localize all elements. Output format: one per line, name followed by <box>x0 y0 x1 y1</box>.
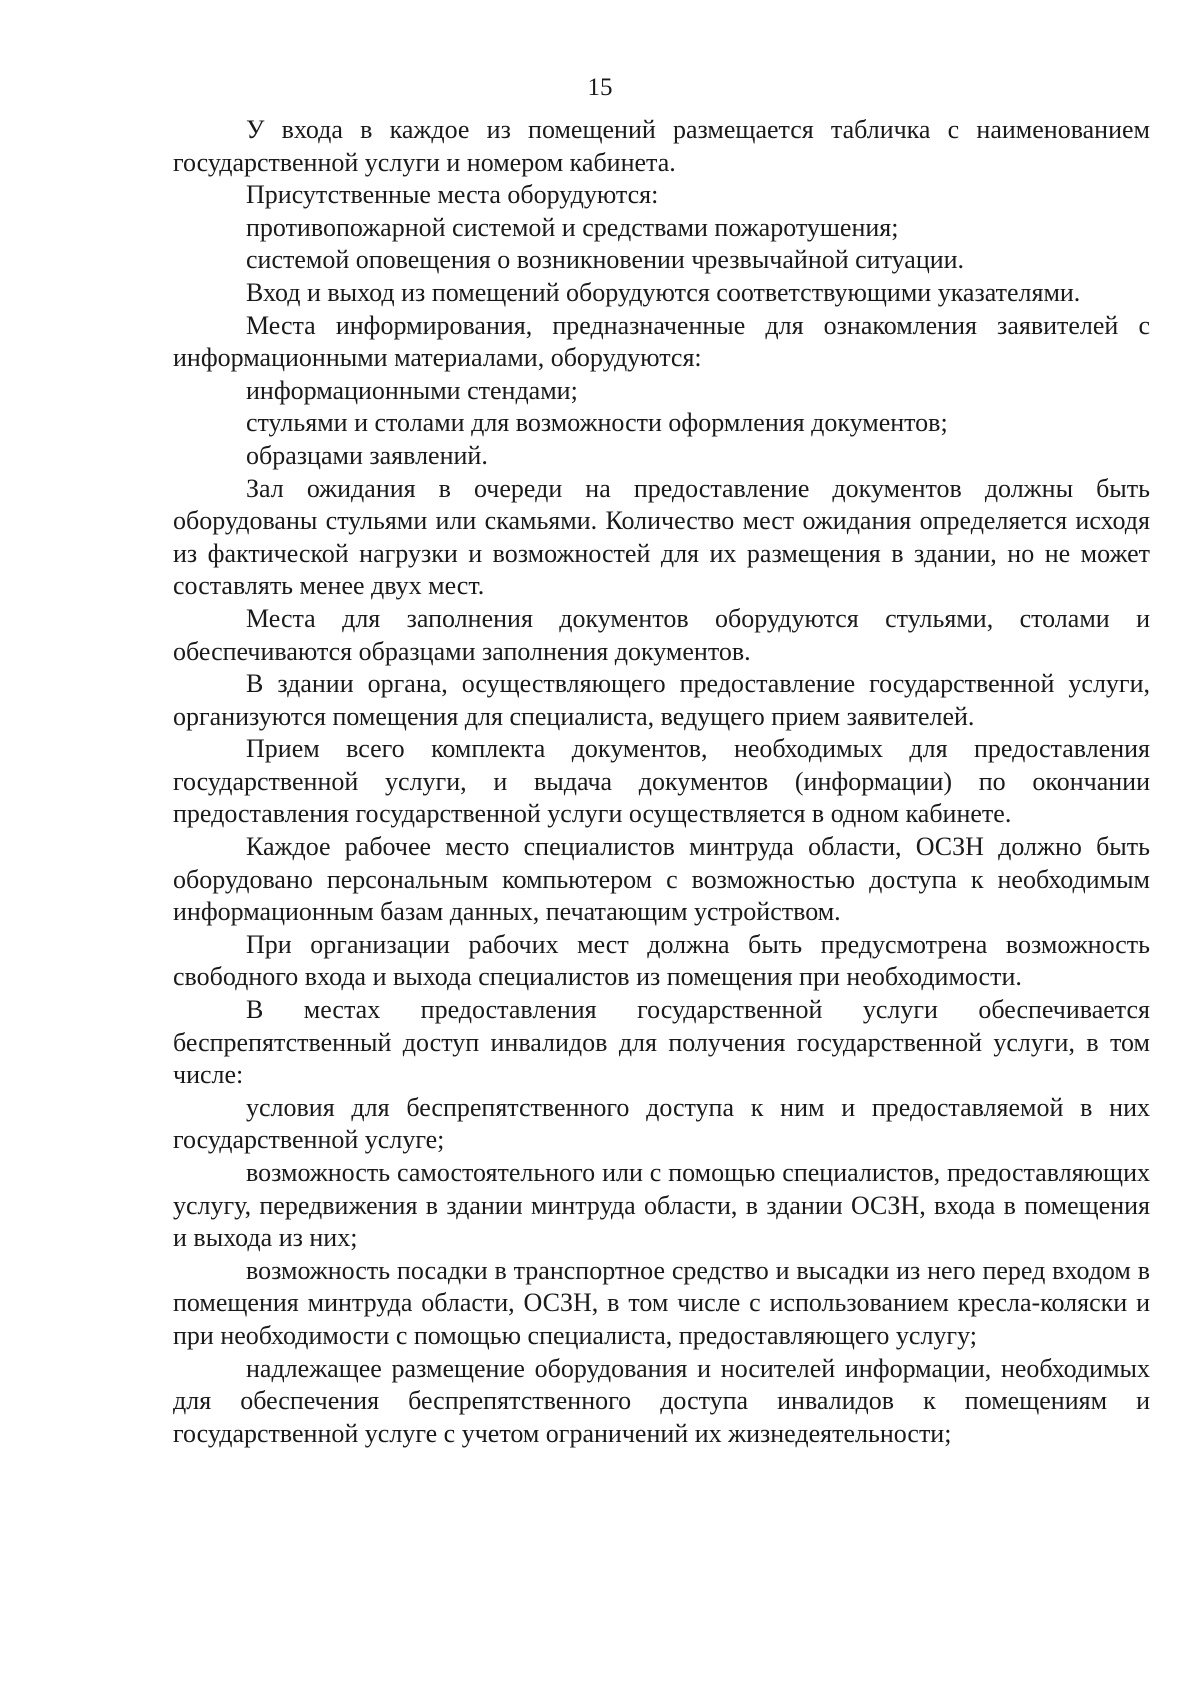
paragraph: стульями и столами для возможности оформления документов; <box>246 408 948 438</box>
document-body <box>173 114 1150 1450</box>
paragraph: противопожарной системой и средствами пожаротушения; <box>246 212 899 242</box>
paragraph: При организации рабочих мест должна быть предусмотрена возможность свободного входа и выхода специалистов из помещения при необходимости. <box>173 929 1150 992</box>
paragraph: Места для заполнения документов оборудуются стульями, столами и обеспечиваются образцами заполнения документов. <box>173 603 1150 666</box>
paragraph: Зал ожидания в очереди на предоставление документов должны быть оборудованы стульями или скамьями. Количество мест ожидания определяется исходя из фактической нагрузки и возможностей для их размещения в здании, но не может составлять менее двух мест. <box>173 473 1150 601</box>
paragraph: В местах предоставления государственной услуги обеспечивается беспрепятственный доступ инвалидов для получения государственной услуги, в том числе: <box>173 995 1150 1090</box>
paragraph: условия для беспрепятственного доступа к ним и предоставляемой в них государственной услуге; <box>173 1092 1150 1155</box>
paragraph: системой оповещения о возникновении чрезвычайной ситуации. <box>246 245 965 275</box>
paragraph: надлежащее размещение оборудования и носителей информации, необходимых для обеспечения беспрепятственного доступа инвалидов к помещениям и государственной услуге с учетом ограничений их жизнедеятельности; <box>173 1353 1150 1448</box>
paragraph: Прием всего комплекта документов, необходимых для предоставления государственной услуги, и выдача документов (информации) по окончании предоставления государственной услуги осуществляется в одном кабинете. <box>173 734 1150 829</box>
paragraph: возможность посадки в транспортное средство и высадки из него перед входом в помещения минтруда области, ОСЗН, в том числе с использованием кресла-коляски и при необходимости с помощью специалиста, предоставляющего услугу; <box>173 1255 1150 1350</box>
paragraph: Присутственные места оборудуются: <box>246 180 659 210</box>
page-number: 15 <box>587 74 613 101</box>
paragraph: Каждое рабочее место специалистов минтруда области, ОСЗН должно быть оборудовано персональным компьютером с возможностью доступа к необходимым информационным базам данных, печатающим устройством. <box>173 832 1150 927</box>
paragraph: У входа в каждое из помещений размещается табличка с наименованием государственной услуги и номером кабинета. <box>173 115 1150 177</box>
paragraph: образцами заявлений. <box>246 440 488 470</box>
paragraph: Вход и выход из помещений оборудуются соответствующими указателями. <box>246 277 1081 307</box>
paragraph: В здании органа, осуществляющего предоставление государственной услуги, организуются помещения для специалиста, ведущего прием заявителей. <box>173 669 1150 731</box>
paragraph: информационными стендами; <box>246 375 578 405</box>
paragraph: возможность самостоятельного или с помощью специалистов, предоставляющих услугу, передвижения в здании минтруда области, в здании ОСЗН, входа в помещения и выхода из них; <box>173 1158 1150 1253</box>
paragraph: Места информирования, предназначенные для ознакомления заявителей с информационными материалами, оборудуются: <box>173 310 1150 373</box>
